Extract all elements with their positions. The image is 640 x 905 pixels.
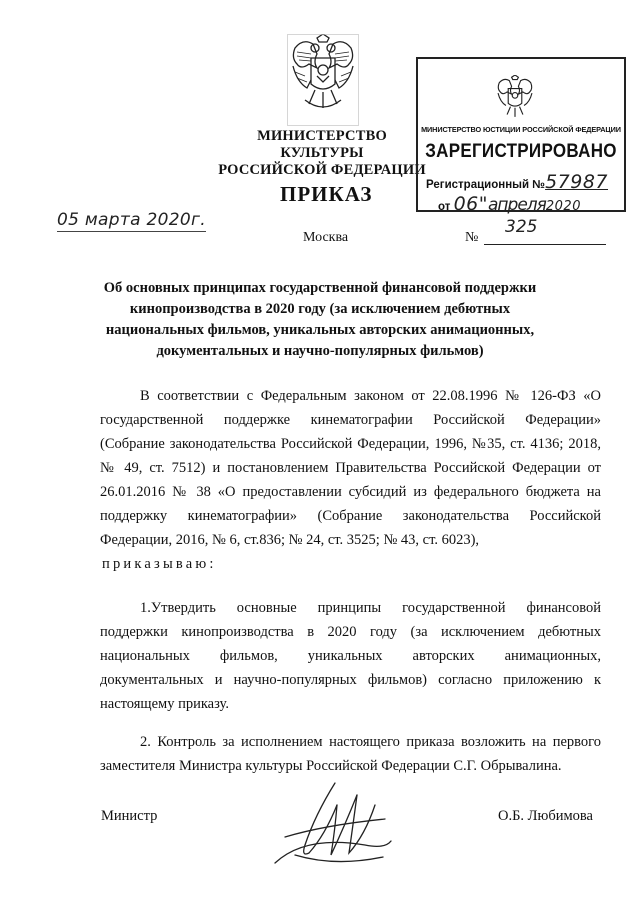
preamble: [100, 384, 601, 576]
order-city: Москва: [303, 230, 349, 245]
stamp-registered-label: ЗАРЕГИСТРИРОВАНО: [425, 139, 617, 162]
stamp-reg-number: 57987: [545, 171, 609, 193]
order-item-2-text: 2. Контроль за исполнением настоящего приказа возложить на первого заместителя Министра культуры Российской Федерации С.Г. Обрывалина.: [100, 734, 601, 774]
stamp-coat-of-arms-icon: [494, 75, 536, 127]
stamp-date-line: [438, 193, 581, 215]
order-item-2: [100, 730, 601, 778]
registration-stamp: [416, 57, 626, 215]
order-item-1: [100, 596, 601, 716]
stamp-ministry-name: МИНИСТЕРСТВО ЮСТИЦИИ РОССИЙСКОЙ ФЕДЕРАЦИИ: [421, 125, 621, 134]
stamp-reg-day: 06": [453, 193, 488, 215]
document-type-title: ПРИКАЗ: [280, 182, 373, 206]
order-date-handwritten: 05 марта 2020г.: [57, 210, 206, 230]
order-number-handwritten: 325: [505, 217, 538, 237]
stamp-registration-line: [426, 171, 608, 193]
ministry-name: [214, 128, 430, 179]
order-item-1-text: 1.Утвердить основные принципы государственной финансовой поддержки кинопроизводства в 2020 году (за исключением дебютных национальных фильмов, уникальных авторских анимационных, документальных и научно-популярных фильмов) согласно приложению к настоящему приказу.: [100, 600, 601, 712]
ministry-line-2: РОССИЙСКОЙ ФЕДЕРАЦИИ: [218, 162, 426, 178]
handwritten-signature-icon: [265, 775, 405, 875]
stamp-reg-month: апреля: [488, 195, 546, 215]
ministry-line-1: МИНИСТЕРСТВО КУЛЬТУРЫ: [257, 128, 387, 161]
preamble-paragraph: В соответствии с Федеральным законом от 22.08.1996 № 126-ФЗ «О государственной поддержке кинематографии Российской Федерации» (Собрание законодательства Российской Федерации, 1996, №35, ст. 4136; 2018, № 49, ст. 7512) и постановлением Правительства Российской Федерации от 26.01.2016 № 38 «О предоставлении субсидий из федерального бюджета на поддержку кинематографии» (Собрание законодательства Российской Федерации, 2016, № 6, ст.836; № 24, ст. 3525; № 43, ст. 6023),: [100, 388, 601, 548]
signatory-name: О.Б. Любимова: [498, 808, 593, 824]
stamp-reg-label: Регистрационный №: [426, 179, 546, 191]
coat-of-arms-icon: [287, 34, 359, 126]
order-word: приказываю:: [102, 556, 217, 572]
order-number-underline: [484, 244, 606, 245]
signatory-title: Министр: [101, 808, 158, 824]
stamp-from-label: от: [438, 201, 451, 213]
order-number-label: №: [465, 230, 479, 245]
order-subject: Об основных принципах государственной финансовой поддержки кинопроизводства в 2020 году (за исключением дебютных национальных фильмов, уникальных авторских анимационных, документальных и научно-популярных фильмов): [103, 280, 537, 359]
stamp-reg-year: 2020: [545, 199, 581, 214]
